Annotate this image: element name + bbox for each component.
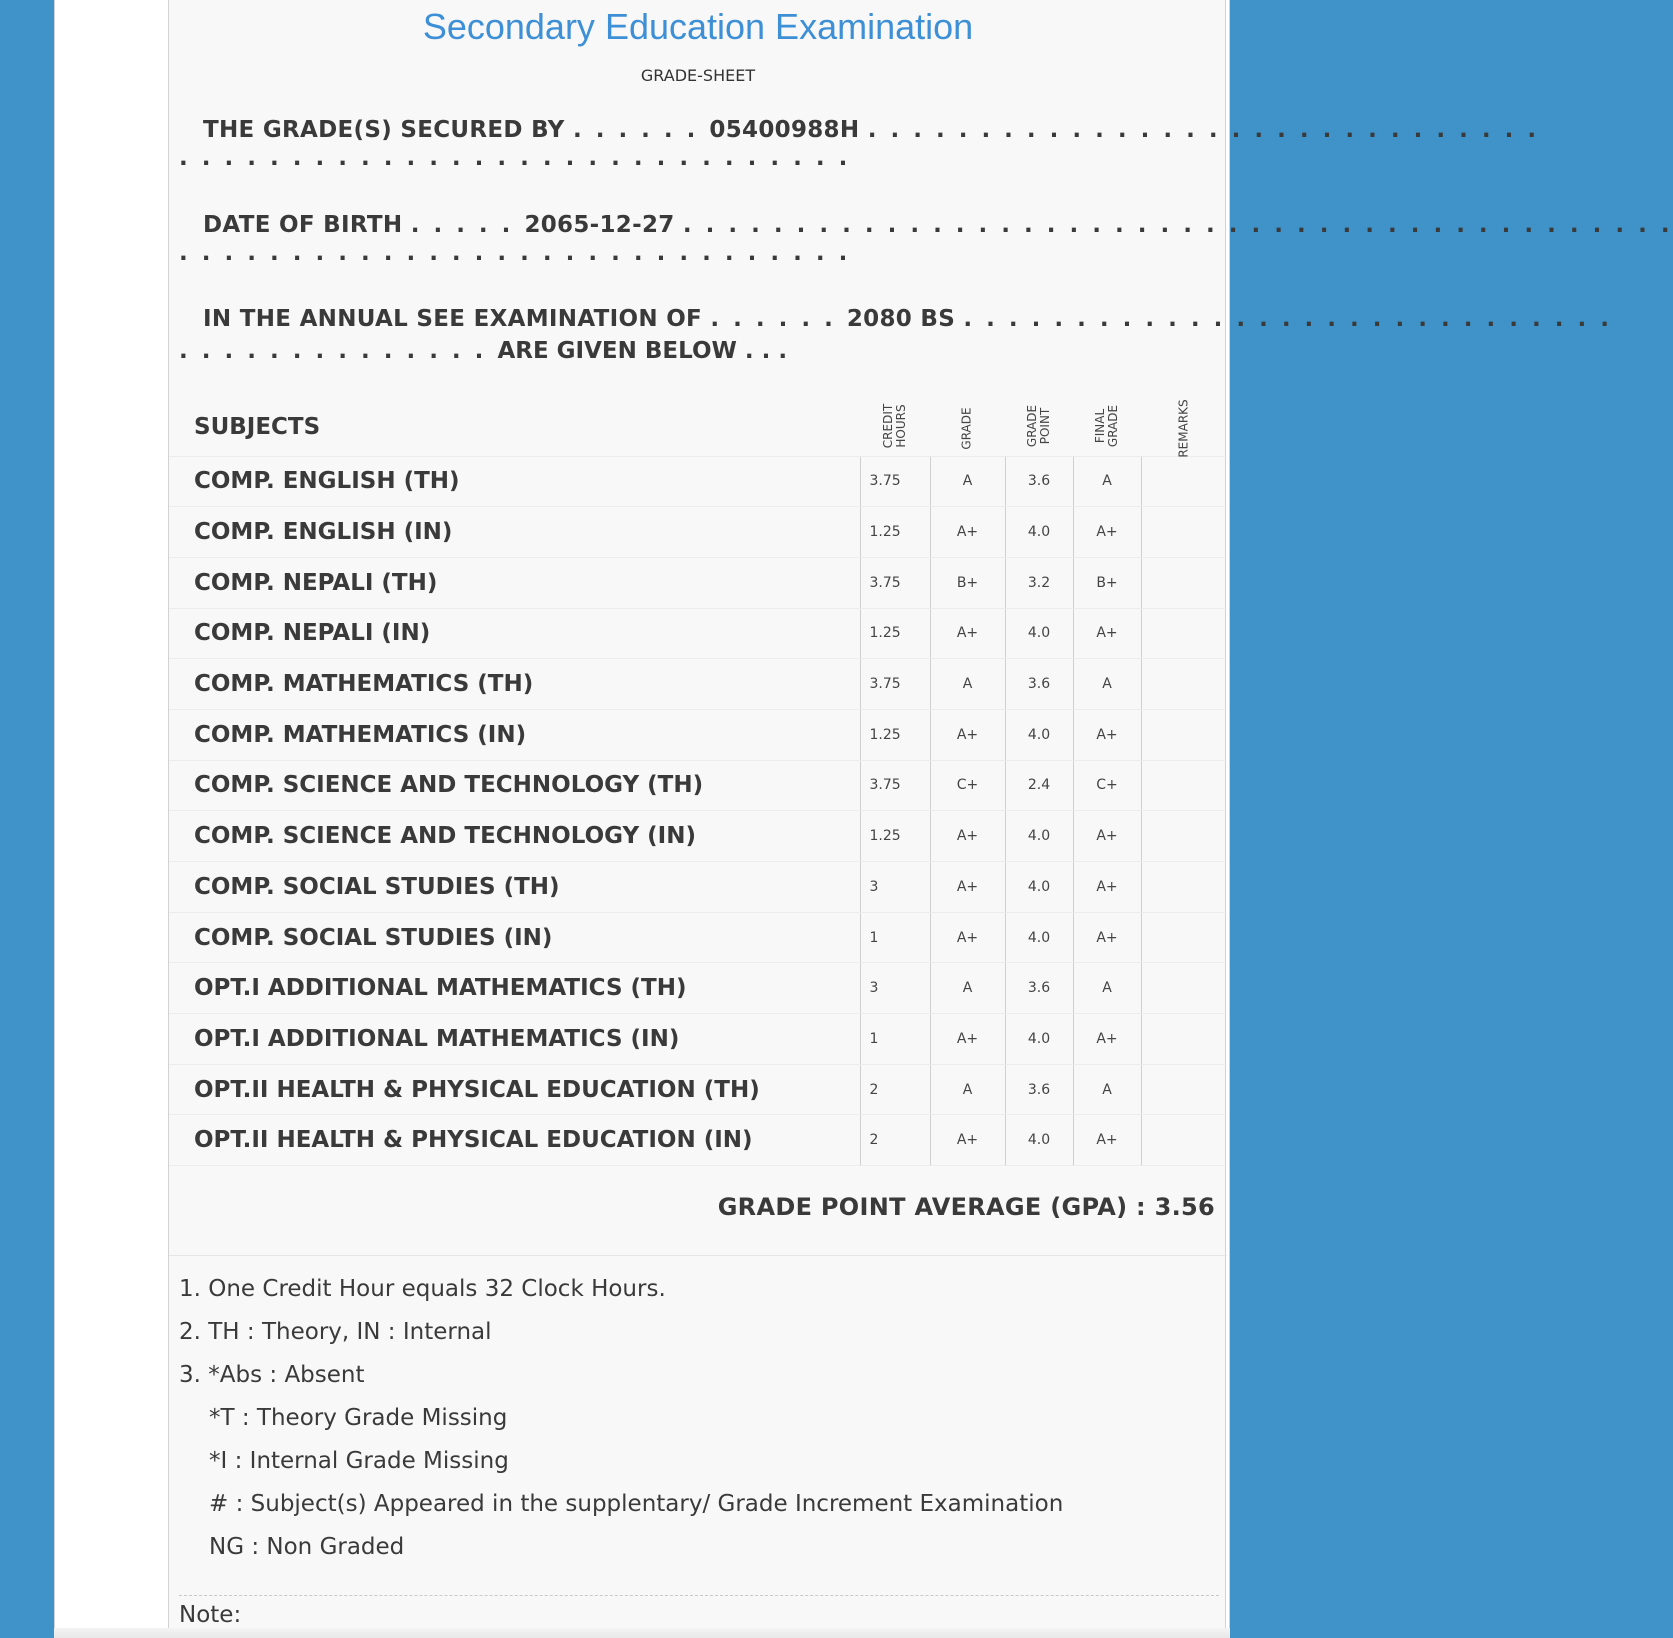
table-row	[169, 507, 1227, 558]
grade-point-cell: 4.0	[1005, 1014, 1073, 1065]
table-row	[169, 456, 1227, 507]
remarks-cell	[1141, 557, 1227, 608]
grade-cell: A	[930, 1064, 1005, 1115]
note-item: *T : Theory Grade Missing	[209, 1405, 508, 1431]
grade-cell: A	[930, 963, 1005, 1014]
credit-hours-cell: 3	[860, 862, 930, 913]
note-item: 3. *Abs : Absent	[179, 1362, 365, 1388]
table-row	[169, 659, 1227, 710]
table-header-row	[169, 398, 1227, 456]
grade-point-header: GRADE POINT	[1005, 398, 1073, 456]
table-row	[169, 1115, 1227, 1166]
final-grade-cell: B+	[1073, 557, 1141, 608]
exam-year: 2080 BS	[846, 306, 956, 332]
gpa-line	[718, 1193, 1215, 1221]
subject-cell: COMP. MATHEMATICS (TH)	[169, 659, 860, 710]
credit-hours-cell: 3	[860, 963, 930, 1014]
dotted-fill-2: . . . . . . . . . . . . . . . . . . . . . . . . . . . . . .	[179, 240, 851, 266]
grade-point-cell: 3.6	[1005, 963, 1073, 1014]
subject-cell: OPT.II HEALTH & PHYSICAL EDUCATION (TH)	[169, 1064, 860, 1115]
subject-cell: COMP. SCIENCE AND TECHNOLOGY (TH)	[169, 760, 860, 811]
given-below-text: ARE GIVEN BELOW . . .	[497, 338, 788, 364]
subject-cell: OPT.I ADDITIONAL MATHEMATICS (TH)	[169, 963, 860, 1014]
remarks-cell	[1141, 1014, 1227, 1065]
table-row	[169, 811, 1227, 862]
remarks-cell	[1141, 608, 1227, 659]
credit-hours-cell: 3.75	[860, 659, 930, 710]
subject-cell: OPT.II HEALTH & PHYSICAL EDUCATION (IN)	[169, 1115, 860, 1166]
grade-sheet-subtitle: GRADE-SHEET	[640, 66, 756, 85]
grades-table	[169, 398, 1227, 1166]
grade-point-cell: 2.4	[1005, 760, 1073, 811]
table-row	[169, 963, 1227, 1014]
remarks-cell	[1141, 507, 1227, 558]
grade-point-cell: 4.0	[1005, 608, 1073, 659]
table-row	[169, 1064, 1227, 1115]
table-row	[169, 760, 1227, 811]
grade-sheet	[168, 0, 1673, 1638]
credit-hours-cell: 3.75	[860, 456, 930, 507]
page-background	[54, 0, 1673, 1638]
final-grade-cell: A+	[1073, 811, 1141, 862]
grade-cell: A+	[930, 912, 1005, 963]
credit-hours-cell: 1	[860, 912, 930, 963]
exam-label: IN THE ANNUAL SEE EXAMINATION OF	[203, 306, 703, 332]
credit-hours-cell: 2	[860, 1064, 930, 1115]
note-item: *I : Internal Grade Missing	[209, 1448, 509, 1474]
grade-point-cell: 4.0	[1005, 912, 1073, 963]
remarks-cell	[1141, 862, 1227, 913]
page-bottom-edge	[54, 1628, 1230, 1638]
credit-hours-cell: 3.75	[860, 760, 930, 811]
final-grade-cell: A	[1073, 963, 1141, 1014]
final-grade-cell: A+	[1073, 1115, 1141, 1166]
subject-cell: COMP. SOCIAL STUDIES (TH)	[169, 862, 860, 913]
grade-point-cell: 3.6	[1005, 456, 1073, 507]
credit-hours-cell: 1.25	[860, 608, 930, 659]
table-row	[169, 862, 1227, 913]
grade-point-cell: 4.0	[1005, 1115, 1073, 1166]
remarks-cell	[1141, 912, 1227, 963]
subject-cell: COMP. MATHEMATICS (IN)	[169, 709, 860, 760]
final-grade-cell: A+	[1073, 507, 1141, 558]
credit-hours-cell: 1.25	[860, 507, 930, 558]
note-label: Note:	[179, 1602, 242, 1628]
credit-hours-cell: 3.75	[860, 557, 930, 608]
dob-label: DATE OF BIRTH	[203, 212, 403, 238]
given-below-line: . . . . . . . . . . . . . . ARE GIVEN BELOW . . .	[179, 338, 788, 364]
note-item: 2. TH : Theory, IN : Internal	[179, 1319, 492, 1345]
secured-by-label: THE GRADE(S) SECURED BY	[203, 117, 565, 143]
exam-line: IN THE ANNUAL SEE EXAMINATION OF . . . . . . 2080 BS . . . . . . . . . . . . . . . . . . . . . . . . . . . . .	[179, 306, 1219, 332]
subject-cell: COMP. SOCIAL STUDIES (IN)	[169, 912, 860, 963]
table-row	[169, 608, 1227, 659]
grade-point-cell: 4.0	[1005, 507, 1073, 558]
exam-title: Secondary Education Examination	[422, 6, 974, 47]
grade-cell: A	[930, 659, 1005, 710]
remarks-cell	[1141, 659, 1227, 710]
grade-cell: A+	[930, 862, 1005, 913]
gpa-value: 3.56	[1154, 1193, 1215, 1221]
remarks-cell	[1141, 760, 1227, 811]
secured-by-line: THE GRADE(S) SECURED BY . . . . . . 05400988H . . . . . . . . . . . . . . . . . . . . . . . . . . . . . .	[179, 117, 1219, 143]
table-row	[169, 557, 1227, 608]
subject-cell: OPT.I ADDITIONAL MATHEMATICS (IN)	[169, 1014, 860, 1065]
final-grade-cell: A	[1073, 1064, 1141, 1115]
gpa-label: GRADE POINT AVERAGE (GPA) :	[717, 1193, 1155, 1221]
grade-cell: A+	[930, 709, 1005, 760]
remarks-cell	[1141, 709, 1227, 760]
final-grade-cell: A	[1073, 456, 1141, 507]
grade-cell: A+	[930, 1115, 1005, 1166]
grade-cell: B+	[930, 557, 1005, 608]
grade-cell: A+	[930, 608, 1005, 659]
final-grade-cell: A	[1073, 659, 1141, 710]
grade-point-cell: 3.2	[1005, 557, 1073, 608]
subject-cell: COMP. NEPALI (IN)	[169, 608, 860, 659]
credit-hours-cell: 1.25	[860, 709, 930, 760]
grade-header: GRADE	[930, 398, 1005, 456]
final-grade-cell: C+	[1073, 760, 1141, 811]
grade-point-cell: 4.0	[1005, 862, 1073, 913]
final-grade-cell: A+	[1073, 912, 1141, 963]
dob-line: DATE OF BIRTH . . . . . 2065-12-27 . . . . . . . . . . . . . . . . . . . . . . . . . . . . . . . . . . . . . . . . . . . .	[179, 212, 1219, 238]
table-row	[169, 912, 1227, 963]
final-grade-cell: A+	[1073, 709, 1141, 760]
grade-cell: A+	[930, 507, 1005, 558]
grade-cell: C+	[930, 760, 1005, 811]
subject-cell: COMP. ENGLISH (TH)	[169, 456, 860, 507]
final-grade-cell: A+	[1073, 1014, 1141, 1065]
subject-cell: COMP. SCIENCE AND TECHNOLOGY (IN)	[169, 811, 860, 862]
notes-list	[179, 1268, 1063, 1569]
remarks-cell	[1141, 963, 1227, 1014]
grade-cell: A	[930, 456, 1005, 507]
note-item: # : Subject(s) Appeared in the supplentary/ Grade Increment Examination	[209, 1491, 1064, 1517]
credit-hours-header: CREDIT HOURS	[860, 398, 930, 456]
final-grade-cell: A+	[1073, 862, 1141, 913]
subject-cell: COMP. ENGLISH (IN)	[169, 507, 860, 558]
table-row	[169, 709, 1227, 760]
grade-cell: A+	[930, 811, 1005, 862]
dob-value: 2065-12-27	[524, 212, 675, 238]
symbol-number: 05400988H	[709, 117, 860, 143]
credit-hours-cell: 1	[860, 1014, 930, 1065]
credit-hours-cell: 1.25	[860, 811, 930, 862]
dotted-fill-1: . . . . . . . . . . . . . . . . . . . . . . . . . . . . . .	[179, 145, 851, 171]
note-item: 1. One Credit Hour equals 32 Clock Hours.	[179, 1276, 666, 1302]
remarks-header: REMARKS	[1141, 398, 1227, 456]
remarks-cell	[1141, 456, 1227, 507]
grade-point-cell: 3.6	[1005, 1064, 1073, 1115]
grade-point-cell: 4.0	[1005, 709, 1073, 760]
remarks-cell	[1141, 1115, 1227, 1166]
grade-point-cell: 4.0	[1005, 811, 1073, 862]
credit-hours-cell: 2	[860, 1115, 930, 1166]
subjects-header: SUBJECTS	[169, 398, 860, 456]
remarks-cell	[1141, 1064, 1227, 1115]
grade-point-cell: 3.6	[1005, 659, 1073, 710]
final-grade-cell: A+	[1073, 608, 1141, 659]
remarks-cell	[1141, 811, 1227, 862]
subject-cell: COMP. NEPALI (TH)	[169, 557, 860, 608]
final-grade-header: FINAL GRADE	[1073, 398, 1141, 456]
table-row	[169, 1014, 1227, 1065]
dashed-divider	[179, 1595, 1219, 1596]
note-item: NG : Non Graded	[209, 1534, 405, 1560]
grade-cell: A+	[930, 1014, 1005, 1065]
